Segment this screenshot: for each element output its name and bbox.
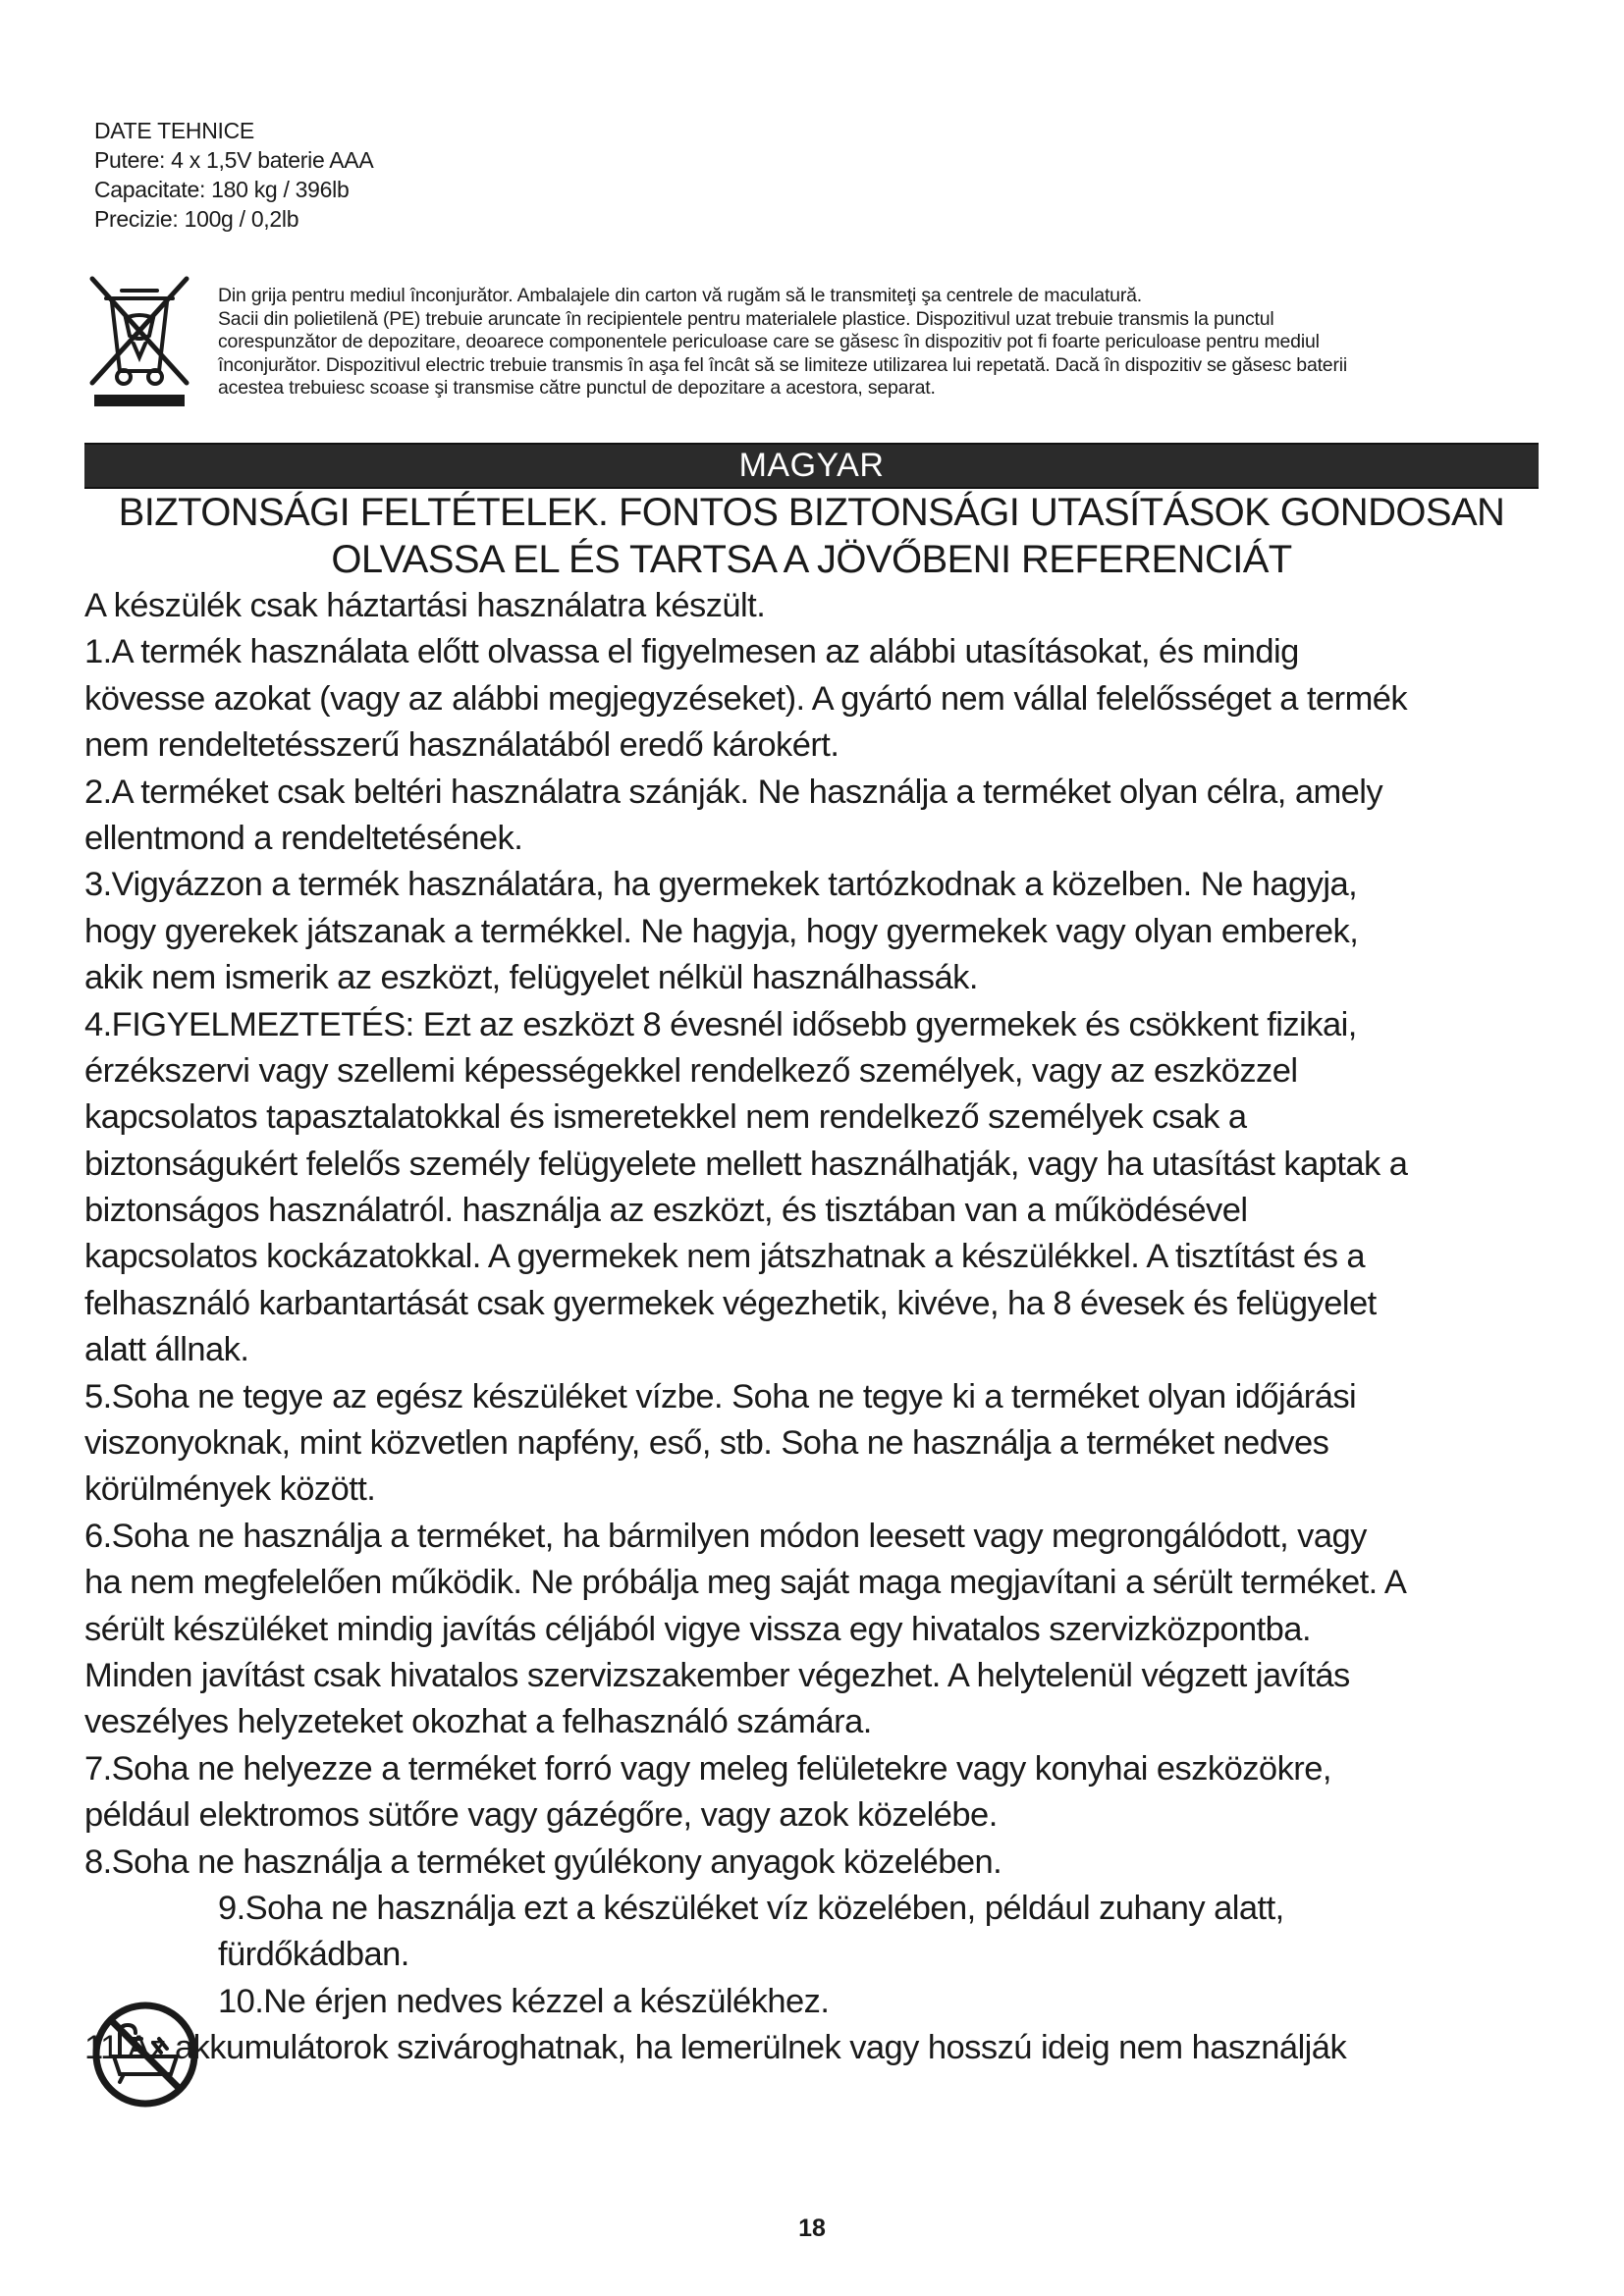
- instruction-line: A készülék csak háztartási használatra készült.: [84, 587, 766, 624]
- disposal-notice: [218, 285, 1524, 400]
- tech-title: DATE TEHNICE: [94, 118, 254, 143]
- instruction-line: sérült készüléket mindig javítás céljából vigye vissza egy hivatalos szervizközpontba.: [84, 1610, 1311, 1648]
- technical-data: [94, 116, 373, 234]
- language-section-band: [84, 443, 1539, 489]
- crossed-out-wheelie-bin-icon: [84, 273, 194, 410]
- instruction-line: akik nem ismerik az eszközt, felügyelet nélkül használhassák.: [84, 959, 978, 997]
- instruction-line: 9.Soha ne használja ezt a készüléket víz közelében, például zuhany alatt,: [218, 1889, 1284, 1927]
- instruction-line: 4.FIGYELMEZTETÉS: Ezt az eszközt 8 évesnél idősebb gyermekek és csökkent fizikai,: [84, 1005, 1357, 1043]
- tech-capacity: Capacitate: 180 kg / 396lb: [94, 177, 350, 202]
- heading-line-2: OLVASSA EL ÉS TARTSA A JÖVŐBENI REFERENCIÁT: [331, 538, 1292, 581]
- instruction-line: biztonságos használatról. használja az eszközt, és tisztában van a működésével: [84, 1192, 1248, 1230]
- instruction-line: fürdőkádban.: [218, 1936, 409, 1974]
- disposal-line: acestea trebuiesc scoase şi transmise către punctul de depozitare a acestora, separat.: [218, 377, 936, 400]
- language-label: MAGYAR: [738, 447, 885, 484]
- instruction-line: például elektromos sütőre vagy gázégőre, vagy azok közelébe.: [84, 1796, 998, 1835]
- safety-heading: [84, 489, 1539, 583]
- disposal-line: Din grija pentru mediul înconjurător. Ambalajele din carton vă rugăm să le transmiteţi şa centrele de maculatură.: [218, 285, 1142, 306]
- tech-power: Putere: 4 x 1,5V baterie AAA: [94, 147, 374, 173]
- instruction-line: 6.Soha ne használja a terméket, ha bármilyen módon leesett vagy megrongálódott, vagy: [84, 1517, 1367, 1555]
- instruction-line: 10.Ne érjen nedves kézzel a készülékhez.: [218, 1982, 830, 2020]
- instruction-line: felhasználó karbantartását csak gyermekek végezhetik, kivéve, ha 8 évesek és felügyelet: [84, 1284, 1377, 1322]
- instruction-line: 8.Soha ne használja a terméket gyúlékony anyagok közelében.: [84, 1842, 1002, 1881]
- instruction-line: 1.A termék használata előtt olvassa el figyelmesen az alábbi utasításokat, és mindig: [84, 633, 1299, 671]
- instruction-line: biztonságukért felelős személy felügyelete mellett használhatják, vagy ha utasítást kaptak a: [84, 1145, 1408, 1183]
- instruction-line: 3.Vigyázzon a termék használatára, ha gyermekek tartózkodnak a közelben. Ne hagyja,: [84, 866, 1358, 904]
- disposal-line: Sacii din polietilenă (PE) trebuie aruncate în recipientele pentru materialele plastice. Dispozitivul uzat trebuie transmis la punctul: [218, 307, 1274, 330]
- instruction-line: 2.A terméket csak beltéri használatra szánják. Ne használja a terméket olyan célra, amely: [84, 773, 1383, 811]
- instruction-line: körülmények között.: [84, 1470, 376, 1509]
- instruction-line: 5.Soha ne tegye az egész készüléket vízbe. Soha ne tegye ki a terméket olyan időjárási: [84, 1377, 1357, 1415]
- instruction-line: 7.Soha ne helyezze a terméket forró vagy meleg felületekre vagy konyhai eszközökre,: [84, 1749, 1331, 1788]
- tech-precision: Precizie: 100g / 0,2lb: [94, 206, 299, 232]
- instruction-line: veszélyes helyzeteket okozhat a felhasználó számára.: [84, 1703, 872, 1741]
- instruction-line: viszonyoknak, mint közvetlen napfény, eső, stb. Soha ne használja a terméket nedves: [84, 1424, 1329, 1463]
- instruction-line: Minden javítást csak hivatalos szervizszakember végezhet. A helytelenül végzett javítás: [84, 1656, 1350, 1694]
- instruction-line: nem rendeltetésszerű használatából eredő károkért.: [84, 726, 839, 765]
- instruction-line: kapcsolatos tapasztalatokkal és ismeretekkel nem rendelkező személyek csak a: [84, 1098, 1247, 1137]
- page-number: 18: [798, 2215, 826, 2242]
- disposal-line: corespunzător de depozitare, deoarece componentele periculoase care se găsesc în dispozitiv pot fi foarte periculoase pentru mediul: [218, 331, 1320, 353]
- instruction-line: alatt állnak.: [84, 1331, 249, 1369]
- instruction-line: kövesse azokat (vagy az alábbi megjegyzéseket). A gyártó nem vállal felelősséget a termék: [84, 679, 1408, 718]
- instruction-line: ellentmond a rendeltetésének.: [84, 819, 523, 857]
- instruction-line: hogy gyerekek játszanak a termékkel. Ne hagyja, hogy gyermekek vagy olyan emberek,: [84, 912, 1359, 950]
- instruction-line: érzékszervi vagy szellemi képességekkel rendelkező személyek, vagy az eszközzel: [84, 1051, 1298, 1090]
- instruction-line: ha nem megfelelően működik. Ne próbálja meg saját maga megjavítani a sérült terméket. A: [84, 1564, 1407, 1602]
- instruction-line: kapcsolatos kockázatokkal. A gyermekek nem játszhatnak a készülékkel. A tisztítást és a: [84, 1238, 1366, 1276]
- heading-line-1: BIZTONSÁGI FELTÉTELEK. FONTOS BIZTONSÁGI UTASÍTÁSOK GONDOSAN: [118, 491, 1505, 534]
- instruction-line: 11.Az akkumulátorok szivároghatnak, ha lemerülnek vagy hosszú ideig nem használják: [84, 2029, 1347, 2067]
- disposal-line: înconjurător. Dispozitivul electric trebuie transmis în aşa fel încât să se limiteze utilizarea lui repetată. Dacă în dispozitiv se găsesc baterii: [218, 353, 1348, 376]
- no-bathtub-icon: [90, 2000, 200, 2109]
- safety-instructions: [84, 583, 1557, 2072]
